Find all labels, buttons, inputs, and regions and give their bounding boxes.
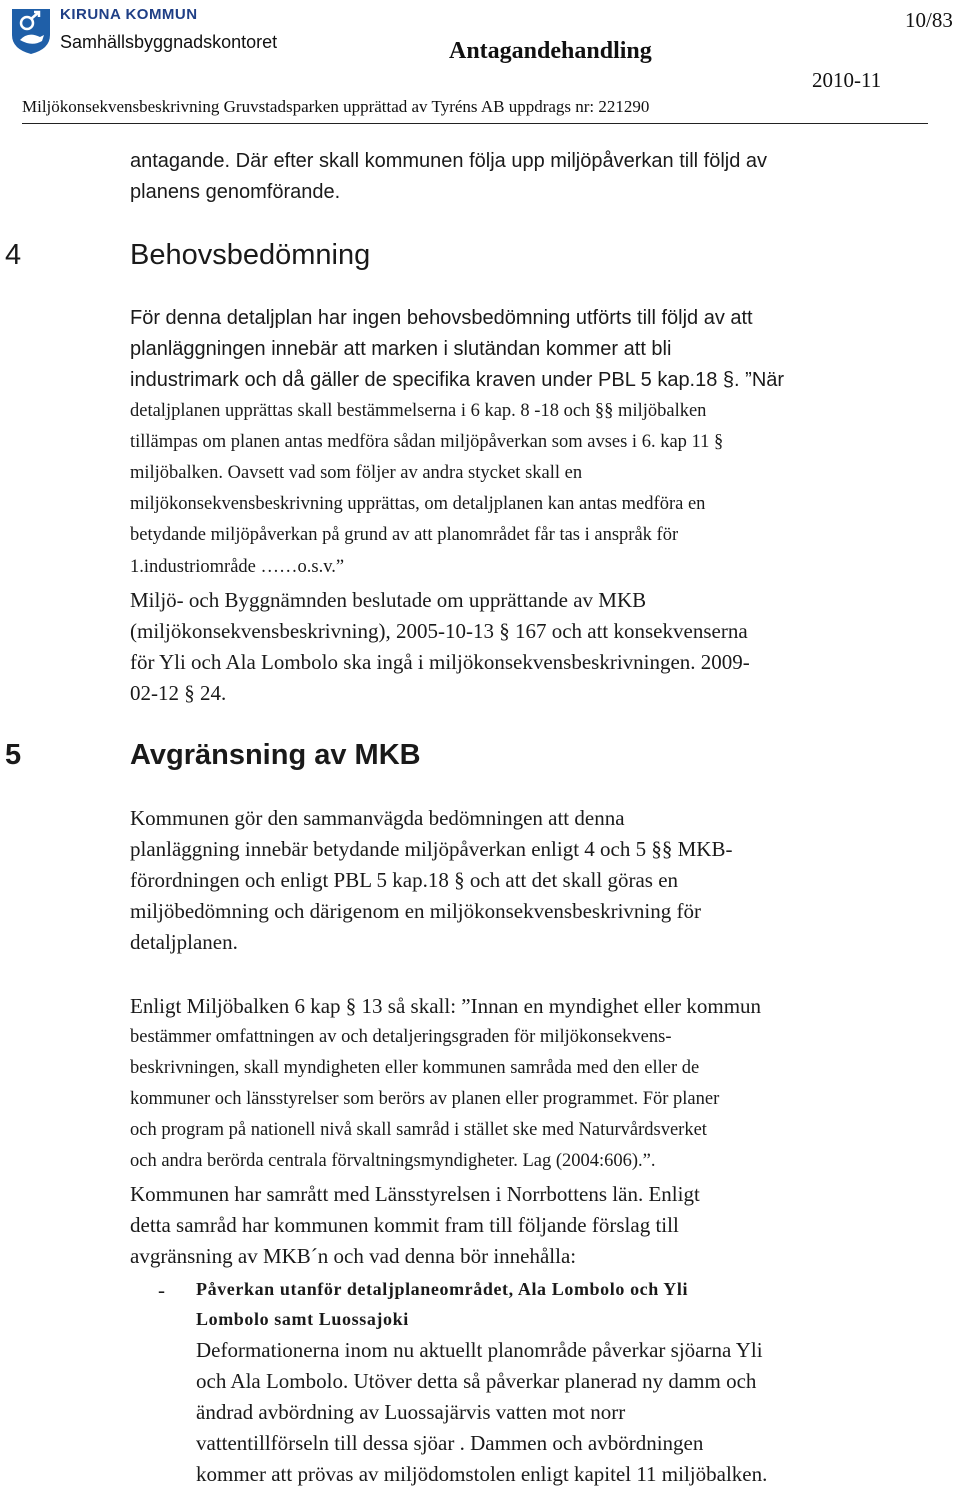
paragraph-line: 02-12 § 24. [130, 681, 227, 705]
section-number: 4 [5, 239, 22, 271]
intro-line: antagande. Där efter skall kommunen följa upp miljöpåverkan till följd av [130, 150, 768, 172]
quote-line: och program på nationell nivå skall samråd i stället ske med Naturvårdsverket [130, 1120, 707, 1140]
quote-line: miljökonsekvensbeskrivning upprättas, om detaljplanen kan antas medföra en [130, 494, 706, 514]
document-status: Antagandehandling [449, 38, 652, 64]
paragraph-line: Kommunen har samrått med Länsstyrelsen i Norrbottens län. Enligt [130, 1182, 700, 1206]
bullet-heading: Påverkan utanför detaljplaneområdet, Ala Lombolo och Yli [196, 1279, 689, 1299]
org-name: KIRUNA KOMMUN [60, 6, 198, 23]
document-subtitle: Miljökonsekvensbeskrivning Gruvstadsparken upprättad av Tyréns AB uppdrags nr: 221290 [22, 97, 650, 116]
paragraph-line: Kommunen gör den sammanvägda bedömningen att denna [130, 806, 625, 830]
section-heading: Avgränsning av MKB [130, 739, 421, 771]
paragraph-line: industrimark och då gäller de specifika kraven under PBL 5 kap.18 §. ”När [130, 369, 785, 391]
paragraph-line: miljöbedömning och därigenom en miljökonsekvensbeskrivning för [130, 899, 701, 923]
bullet-text: kommer att prövas av miljödomstolen enligt kapitel 11 miljöbalken. [196, 1462, 768, 1486]
header-divider [22, 123, 928, 124]
paragraph-line: Enligt Miljöbalken 6 kap § 13 så skall: ”Innan en myndighet eller kommun [130, 994, 762, 1018]
quote-line: och andra berörda centrala förvaltningsmyndigheter. Lag (2004:606).”. [130, 1151, 656, 1171]
quote-line: detaljplanen upprättas skall bestämmelserna i 6 kap. 8 -18 och §§ miljöbalken [130, 401, 707, 421]
quote-line: tillämpas om planen antas medföra sådan miljöpåverkan som avses i 6. kap 11 § [130, 432, 724, 452]
bullet-marker: - [158, 1278, 165, 1302]
quote-line: 1.industriområde ……o.s.v.” [130, 557, 345, 577]
bullet-text: ändrad avbördning av Luossajärvis vatten mot norr [196, 1400, 626, 1424]
quote-line: betydande miljöpåverkan på grund av att planområdet får tas i anspråk för [130, 525, 679, 545]
section-number: 5 [5, 739, 22, 771]
bullet-heading: Lombolo samt Luossajoki [196, 1309, 409, 1329]
document-date: 2010-11 [812, 68, 882, 92]
paragraph-line: för Yli och Ala Lombolo ska ingå i miljökonsekvensbeskrivningen. 2009- [130, 650, 750, 674]
paragraph-line: För denna detaljplan har ingen behovsbedömning utförts till följd av att [130, 307, 753, 329]
bullet-text: vattentillförseln till dessa sjöar . Dammen och avbördningen [196, 1431, 704, 1455]
bullet-text: och Ala Lombolo. Utöver detta så påverkar planerad ny damm och [196, 1369, 757, 1393]
paragraph-line: planläggningen innebär att marken i slutändan kommer att bli [130, 338, 672, 360]
paragraph-line: planläggning innebär betydande miljöpåverkan enligt 4 och 5 §§ MKB- [130, 837, 733, 861]
paragraph-line: detta samråd har kommunen kommit fram till följande förslag till [130, 1213, 679, 1237]
paragraph-line: förordningen och enligt PBL 5 kap.18 § och att det skall göras en [130, 868, 679, 892]
bullet-text: Deformationerna inom nu aktuellt planområde påverkar sjöarna Yli [196, 1338, 763, 1362]
quote-line: bestämmer omfattningen av och detaljeringsgraden för miljökonsekvens- [130, 1027, 672, 1047]
intro-line: planens genomförande. [130, 181, 341, 203]
department-name: Samhällsbyggnadskontoret [60, 32, 278, 52]
paragraph-line: avgränsning av MKB´n och vad denna bör innehålla: [130, 1244, 577, 1268]
paragraph-line: detaljplanen. [130, 930, 238, 954]
page-number: 10/83 [905, 8, 953, 32]
quote-line: kommuner och länsstyrelser som berörs av planen eller programmet. För planer [130, 1089, 720, 1109]
paragraph-line: (miljökonsekvensbeskrivning), 2005-10-13 § 167 och att konsekvenserna [130, 619, 748, 643]
section-heading: Behovsbedömning [130, 239, 371, 271]
kiruna-logo [10, 7, 52, 55]
quote-line: miljöbalken. Oavsett vad som följer av andra stycket skall en [130, 463, 583, 483]
paragraph-line: Miljö- och Byggnämnden beslutade om upprättande av MKB [130, 588, 647, 612]
quote-line: beskrivningen, skall myndigheten eller kommunen samråda med den eller de [130, 1058, 700, 1078]
